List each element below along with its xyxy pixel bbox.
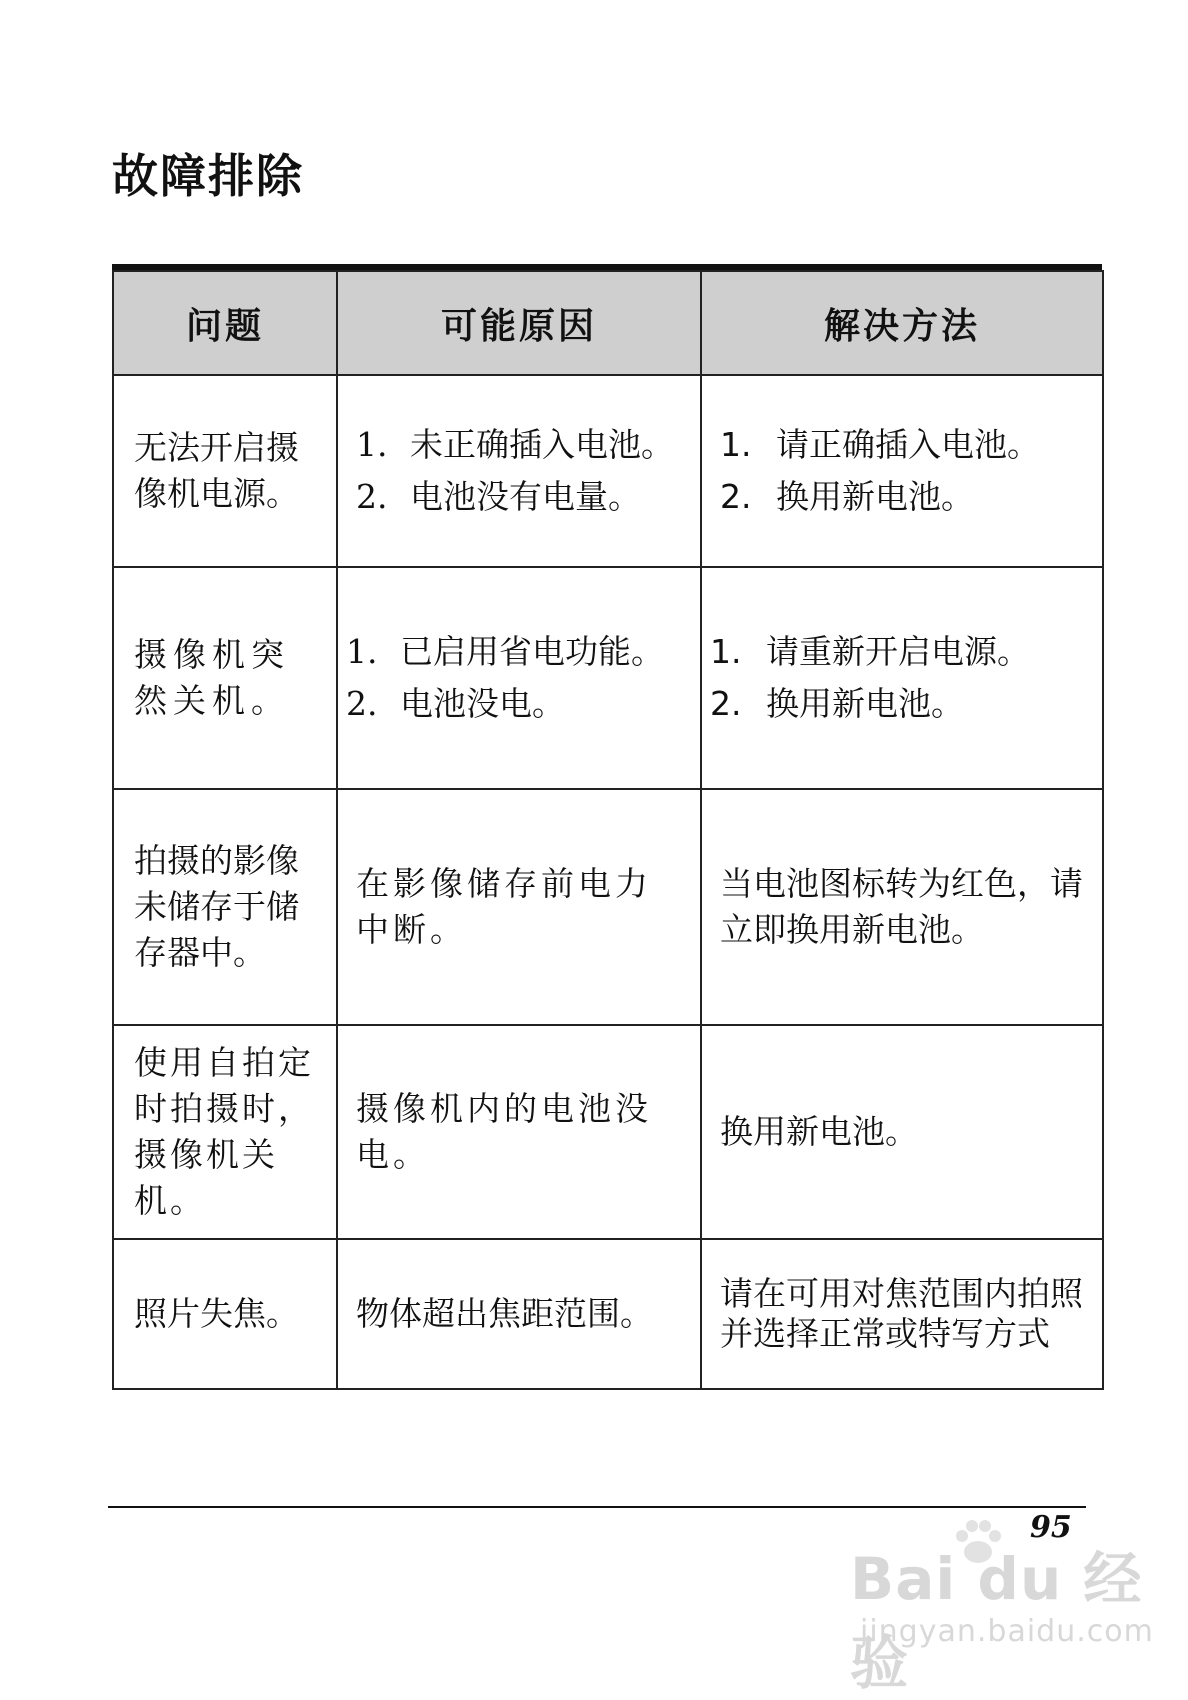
table-row — [113, 1025, 1103, 1239]
table-row — [113, 567, 1103, 789]
list-item — [356, 474, 682, 520]
cause-cell: 在影像储存前电力中断。 — [337, 789, 701, 1025]
problem-cell: 照片失焦。 — [113, 1239, 337, 1389]
item-number: 1. — [356, 425, 388, 464]
list-item — [710, 681, 1084, 727]
watermark-logo: Bai du 经验 — [850, 1545, 1143, 1697]
troubleshooting-table — [112, 270, 1104, 1390]
item-number: 1. — [346, 632, 378, 671]
header-row — [113, 271, 1103, 375]
list-item — [356, 422, 682, 468]
item-text: 电池没电。 — [400, 684, 565, 723]
item-text: 已启用省电功能。 — [400, 632, 664, 671]
item-text: 请重新开启电源。 — [766, 632, 1030, 671]
watermark-url: jingyan.baidu.com — [860, 1614, 1154, 1649]
header-problem: 问题 — [113, 271, 337, 375]
item-number: 2. — [720, 477, 752, 516]
table-row — [113, 375, 1103, 567]
item-text: 换用新电池。 — [776, 477, 974, 516]
cause-cell — [337, 567, 701, 789]
item-number: 2. — [710, 684, 742, 723]
page-number: 95 — [1030, 1510, 1072, 1545]
item-text: 未正确插入电池。 — [410, 425, 674, 464]
solution-cell — [701, 375, 1103, 567]
list-item — [710, 629, 1084, 675]
cause-cell: 摄像机内的电池没电。 — [337, 1025, 701, 1239]
problem-cell: 拍摄的影像未储存于储存器中。 — [113, 789, 337, 1025]
problem-cell: 摄像机突然关机。 — [113, 567, 337, 789]
footer-divider — [108, 1506, 1086, 1508]
item-number: 2. — [346, 684, 378, 723]
troubleshooting-table-wrap — [112, 264, 1102, 1390]
item-text: 电池没有电量。 — [410, 477, 641, 516]
list-item — [346, 681, 682, 727]
table-row — [113, 789, 1103, 1025]
list-item — [720, 422, 1084, 468]
solution-cell: 换用新电池。 — [701, 1025, 1103, 1239]
cause-cell — [337, 375, 701, 567]
item-text: 请正确插入电池。 — [776, 425, 1040, 464]
problem-cell: 使用自拍定时拍摄时，摄像机关机。 — [113, 1025, 337, 1239]
item-number: 1. — [720, 425, 752, 464]
header-solution: 解决方法 — [701, 271, 1103, 375]
problem-cell: 无法开启摄像机电源。 — [113, 375, 337, 567]
cause-cell: 物体超出焦距范围。 — [337, 1239, 701, 1389]
list-item — [720, 474, 1084, 520]
item-number: 1. — [710, 632, 742, 671]
header-cause: 可能原因 — [337, 271, 701, 375]
item-number: 2. — [356, 477, 388, 516]
page-title: 故障排除 — [112, 149, 304, 203]
list-item — [346, 629, 682, 675]
item-text: 换用新电池。 — [766, 684, 964, 723]
table-row — [113, 1239, 1103, 1389]
solution-cell: 请在可用对焦范围内拍照并选择正常或特写方式 — [701, 1239, 1103, 1389]
solution-cell: 当电池图标转为红色，请立即换用新电池。 — [701, 789, 1103, 1025]
solution-cell — [701, 567, 1103, 789]
